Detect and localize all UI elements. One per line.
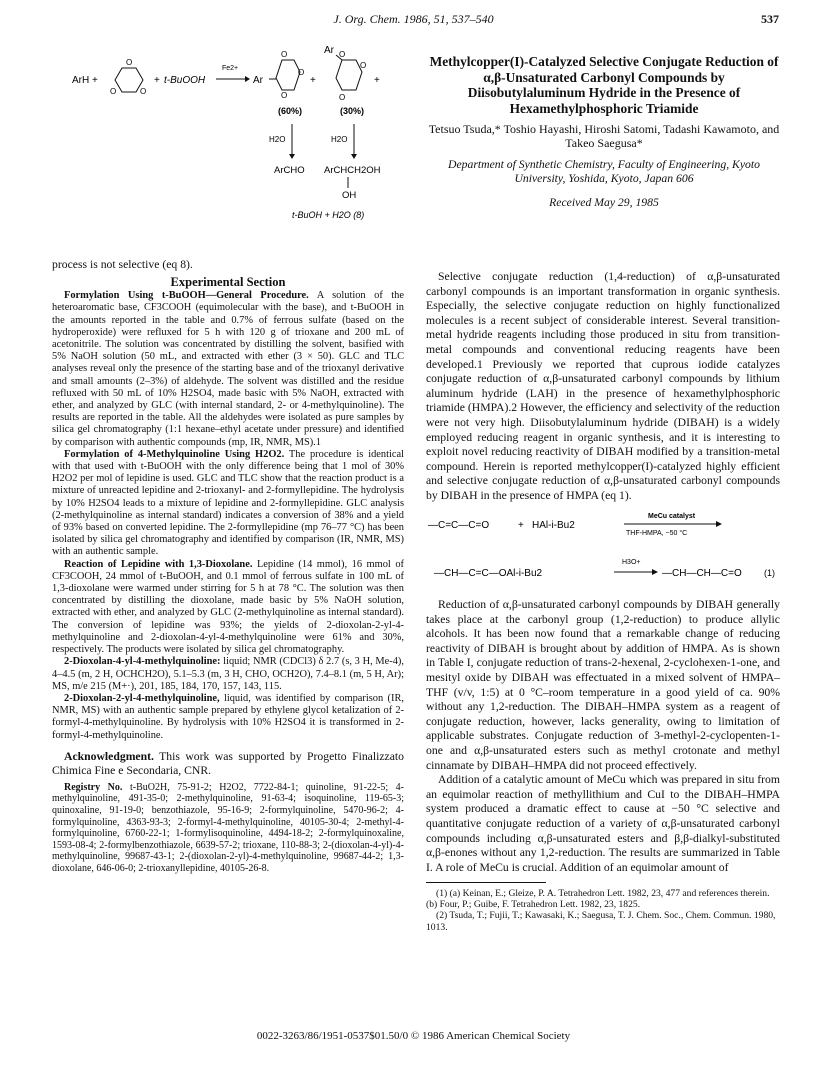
paragraph-text: liquid; NMR (CDCl3) δ 2.7 (s, 3 H, Me-4), 4–4.5 (m, 2 H, OCHCH2O), 5.1–5.3 (m, 3 H, CHO, OCH2O), 7.4–8.1 (m, 5 H, Ar); MS, m/e 215 (M+·), 201, 185, 184, 170, 157, 143, 115. — [52, 656, 404, 692]
eq8-tail-text: process is not selective (eq 8). — [52, 258, 193, 271]
runin-heading: Formylation of 4-Methylquinoline Using H2O2. — [64, 448, 285, 460]
registry-heading: Registry No. — [64, 781, 123, 793]
runin-heading: Formylation Using t-BuOOH—General Procedure. — [64, 290, 309, 302]
page-footer: 0022-3263/86/1951-0537$01.50/0 © 1986 American Chemical Society — [256, 1030, 571, 1042]
scheme-reagent: t-BuOOH — [164, 75, 206, 86]
paragraph-mecu: Addition of a catalytic amount of MeCu which was prepared in situ from an equimolar reaction of methyllithium and CuI to the DIBAH–HMPA system produced a dramatic effect to cause at −50 °C selective and quantitative conjugate reduction of a variety of α,β-unsaturated carbonyl compounds including α,β-unsaturated esters and β,β-dialkyl-substituted α,β-enones without any 1,2-reduction. The results are summarized in Table I. A role of MeCu is crucial. Addition of an equimolar amount of — [426, 773, 780, 874]
runin-heading: 2-Dioxolan-4-yl-4-methylquinoline: — [64, 656, 221, 668]
paragraph-compound-2 — [52, 693, 404, 742]
registry-numbers — [52, 782, 404, 875]
eq1-number: (1) — [764, 568, 775, 578]
footnote-2: (2) Tsuda, T.; Fujii, T.; Kawasaki, K.; Saegusa, T. J. Chem. Soc., Chem. Commun. 1980, 1013. — [426, 910, 776, 933]
registry-text: t-BuO2H, 75-91-2; H2O2, 7722-84-1; quinoline, 91-22-5; 4-methylquinoline, 491-35-0; 2-methylquinoline, 91-63-4; isoquinoline, 119-65-3; quinoxaline, 91-19-0; benzothiazole, 95-16-9; 2-formylquinoline, 5470-96-2; 4-formylquinoline, 4363-93-3; 2-formyl-4-methylquinoline, 40105-30-4; 2-methyl-4-formylquinoline, 6760-22-1; 1-formylisoquinoline, 4494-18-2; 2-formylquinoxaline, 1593-08-4; 2-formylbenzothiazole, 6639-57-2; trioxane, 110-88-3; 2-(dioxolan-4-yl)-4-methylquinoline, 99687-43-1; 2-(dioxolan-2-yl)-4-methylquinoline, 99687-44-2; 1,3-dioxolane, 646-06-0; 2-trioxanyllepidine, 40105-26-8. — [52, 781, 404, 874]
paragraph-compound-1 — [52, 656, 404, 693]
runin-heading: Reaction of Lepidine with 1,3-Dioxolane. — [64, 558, 253, 570]
eq1-conditions: THF-HMPA, −50 °C — [626, 530, 688, 537]
running-header — [0, 8, 827, 30]
article-affiliation: Department of Synthetic Chemistry, Faculty of Engineering, Kyoto University, Yoshida, Kyoto, Japan 606 — [448, 158, 760, 185]
paragraph-dioxolane — [52, 559, 404, 657]
footnotes — [426, 888, 780, 933]
page-number: 537 — [761, 12, 779, 26]
paragraph-dibah-hmpa: Reduction of α,β-unsaturated carbonyl compounds by DIBAH generally takes place at the carbonyl group (1,2-reduction) to produce allylic alcohols. It has been now found that a remarkable change of reducing reactivity of DIBAH is brought about by addition of HMPA. As is shown in Table I, conjugate reduction of trans-2-hexenal, 2-cyclohexen-1-one, and mesityl oxide by DIBAH was effectuated in a mixed solvent of HMPA–THF (v/v, 1:5) at 0 °C–room temperature in a good yield of ca. 90% without any 1,2-reduction. The DIBAH–HMPA system as a reagent of conjugate reduction, however, lacks generality, owing to limitation of applicable substrates. Conjugate reduction of 3-methyl-2-cyclopenten-1-one and α,β-unsaturated esters such as methyl crotonate and methyl cinnamate by DIBAH–HMPA did not proceed effectively. — [426, 598, 780, 772]
paragraph-formylation — [52, 290, 404, 449]
svg-text:O: O — [360, 61, 367, 70]
yield-2: (30%) — [340, 106, 365, 116]
intro-paragraph: Selective conjugate reduction (1,4-reduction) of α,β-unsaturated carbonyl compounds is an important transformation in organic synthesis. Especially, the selective conjugate reduction on highly functionalized molecules is a recent subject of considerable interest. Several transition-metal hydride reagents including those produced in situ from transition-metal compounds and conventional reducing reagents have been developed.1 Previously we reported that cuprous iodide catalyzes conjugate reduction of α,β-unsaturated carbonyl compounds by lithium aluminum hydride (LAH) in the presence of hexamethylphosphoric triamide (HMPA).2 However, the efficiency and selectivity of the reduction were not very high. Diisobutylaluminum hydride (DIBAH) is a widely employed reducing reagent in organic synthesis, and it is interesting to exploit novel reducing reactivity of DIBAH modified by a transition-metal compound. Herein is reported methylcopper(I)-catalyzed highly efficient and selective conjugate reduction of α,β-unsaturated carbonyl compounds by DIBAH in the presence of HMPA (eq 1). — [426, 270, 780, 502]
paragraph-h2o2 — [52, 449, 404, 559]
paragraph-text: A solution of the heteroaromatic base, CF3COOH (equimolecular with the base), and t-BuOOH in the amounts reported in the table and 0.7% of ferrous sulfate (based on the hydroperoxide) were refluxed for 5 h with 120 g of trioxane and 200 mL of acetonitrile. The solution was concentrated by distilling the solvent, basified with 5% NaOH solution (50 mL, and extracted with ether (3 × 50). GLC and TLC analyses reveal only the presence of the starting base and of the trioxanyl derivative and small amounts (2–3%) of aldehyde. The solvent was distilled and the residue refluxed with 50 mL of 10% H2SO4, made basic with 5% NaOH, extracted with ether, and analyzed by GLC (with internal standard, 2- or 4-methylquinoline). The results are reported in the table. All the aldehydes were isolated as pure samples by silica gel chromatography (1:1 hexane–ethyl acetate under pressure) and identified by comparison with authentic compounds (mp, IR, NMR, MS).1 — [52, 290, 404, 448]
scheme-plus1: + — [154, 75, 160, 86]
section-heading: Experimental Section — [170, 275, 286, 289]
scheme-ar-1: Ar — [253, 75, 263, 86]
paragraph-text: Lepidine (14 mmol), 16 mmol of CF3COOH, 24 mmol of t-BuOOH, and 0.1 mmol of ferrous sulfate in 100 mL of 1,3-dioxolane were warmed under stirring for 5 h at 78 °C. The solution was then concentrated by distilling the dioxolane, made basic by 5% NaOH solution, extracted with ether, and analyzed by GLC (2-methylquinoline as internal standard). The conversion of lepidine was 93%; the yields of 2-dioxolan-2-yl-4-methylquinoline and 2-dioxolan-4-yl-4-methylquinoline were 61% and 30%, respectively. The products were isolated by silica gel chromatography. — [52, 558, 404, 656]
svg-text:O: O — [126, 58, 133, 67]
trioxane-ring-product-icon — [276, 60, 300, 90]
product-oh: OH — [342, 190, 357, 201]
svg-text:O: O — [281, 50, 288, 59]
scheme-tail: t-BuOH + H2O (8) — [292, 210, 365, 220]
eq1-h3o: H3O+ — [622, 559, 641, 566]
scheme-plus2: + — [310, 75, 316, 86]
eq1-plus: + — [518, 520, 524, 531]
eq1-product: —CH—CH—C=O — [662, 568, 742, 579]
eq1-catalyst: MeCu catalyst — [648, 513, 696, 520]
product-archo: ArCHO — [274, 165, 305, 176]
article-authors: Tetsuo Tsuda,* Toshio Hayashi, Hiroshi Satomi, Tadashi Kawamoto, and Takeo Saegusa* — [428, 122, 780, 150]
scheme-arh: ArH + — [72, 75, 98, 86]
svg-text:O: O — [339, 93, 346, 102]
right-column-continued — [426, 598, 780, 875]
svg-text:O: O — [339, 50, 346, 59]
received-date: Received May 29, 1985 — [549, 196, 659, 209]
footnote-1: (1) (a) Keinan, E.; Gleize, P. A. Tetrahedron Lett. 1982, 23, 477 and references therein. (b) Four, P.; Guibe, F. Tetrahedron Lett. 1982, 23, 1825. — [426, 888, 770, 911]
paragraph-text: liquid, was identified by comparison (IR, NMR, MS) with an authentic sample prepared by ethylene glycol ketalization of 2-formyl-4-methylquinoline. By hydrolysis with 10% H2SO4 it is transformed in 2-formyl-4-methylquinoline. — [52, 692, 404, 741]
ack-text: This work was supported by Progetto Finalizzato Chimica Fine e Secondaria, CNR. — [52, 749, 404, 777]
h2o-b: H2O — [331, 135, 348, 144]
trioxane-ring-icon — [115, 68, 143, 92]
eq1-substrate: —C=C—C=O — [428, 520, 490, 531]
h2o-a: H2O — [269, 135, 286, 144]
yield-1: (60%) — [278, 106, 303, 116]
reaction-scheme — [70, 38, 420, 253]
paragraph-text: The procedure is identical with that used with t-BuOOH with the only difference being that 1 mol of 30% H2O2 per mol of lepidine is used. GLC and TLC show that the reaction product is a mixture of unreacted lepidine and 2-trioxanyl- and 2-formyllepidine. The hydrolysis by 10% H2SO4 leads to a mixture of lepidine and 2-formyllepidine. GLC analysis (2-methylquinoline as internal standard) indicates a conversion of 38% and a yield of 93% based on converted lepidine. The 2-formyllepidine (mp 76–77 °C) has been isolated by silica gel chromatography and identified by comparison (IR, NMR, MS) with an authentic sample. — [52, 448, 404, 558]
svg-text:O: O — [281, 91, 288, 100]
svg-text:O: O — [140, 87, 147, 96]
article-title: Methylcopper(I)-Catalyzed Selective Conjugate Reduction of α,β-Unsaturated Carbonyl Compounds by Diisobutylaluminum Hydride in the Presence of Hexamethylphosphoric Triamide — [429, 54, 779, 116]
svg-text:O: O — [298, 68, 305, 77]
footnote-rule — [426, 882, 546, 883]
runin-heading: 2-Dioxolan-2-yl-4-methylquinoline, — [64, 692, 220, 704]
left-column — [52, 258, 404, 874]
acknowledgment — [52, 750, 404, 778]
scheme-plus3: + — [374, 75, 380, 86]
scheme-catalyst: Fe2+ — [222, 65, 239, 72]
ack-heading: Acknowledgment. — [64, 749, 154, 763]
eq1-intermediate: —CH—C=C—OAl-i-Bu2 — [434, 568, 543, 579]
equation-1 — [426, 506, 786, 596]
journal-citation: J. Org. Chem. 1986, 51, 537–540 — [333, 12, 494, 26]
scheme-ar-2: Ar — [324, 45, 334, 56]
eq1-dibah: HAl-i-Bu2 — [532, 520, 575, 531]
product-archch2oh: ArCHCH2OH — [324, 165, 381, 176]
trioxane-ring-product2-icon — [336, 60, 362, 90]
svg-text:O: O — [110, 87, 117, 96]
right-column — [426, 270, 780, 504]
